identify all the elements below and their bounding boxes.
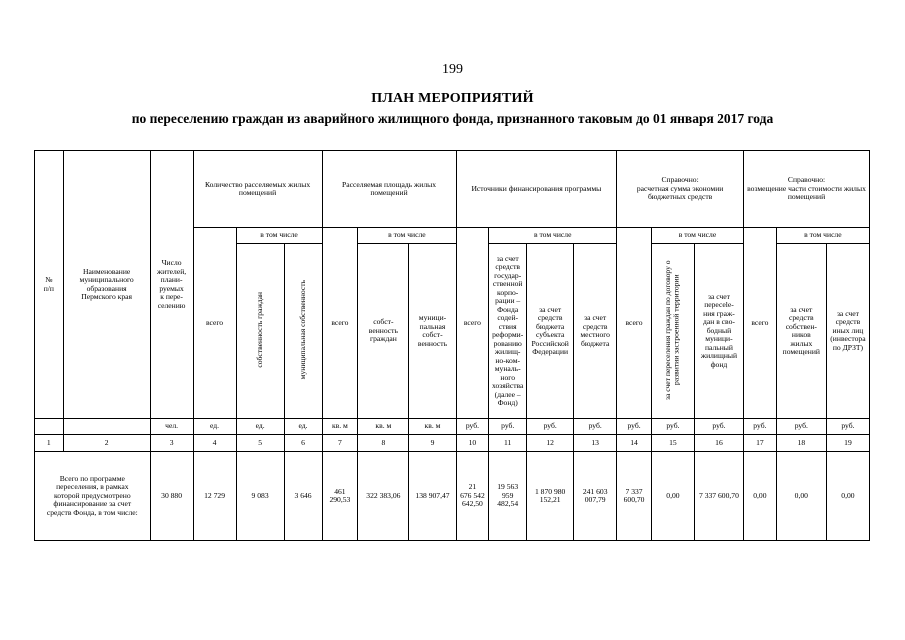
total-src-local: 241 603 007,79 (574, 452, 617, 541)
total-reimb-investor: 0,00 (826, 452, 869, 541)
total-row-label: Всего по программе переселения, в рамках которой предусмотрено финансирование за счет средств Фонда, в том числе: (35, 452, 151, 541)
column-number-row (35, 435, 870, 452)
unit-cell: руб. (489, 419, 527, 435)
header-residents: Число жителей, плани- руемых к пере- селению (150, 151, 193, 419)
unit-cell: руб. (826, 419, 869, 435)
header-reimb-investor: за счет средств иных лиц (инвестора по ДРЗТ) (826, 244, 869, 419)
page-number: 199 (442, 62, 463, 77)
column-number: 16 (694, 435, 743, 452)
header-reimb-incl: в том числе (776, 228, 869, 244)
document-title: ПЛАН МЕРОПРИЯТИЙ (371, 91, 534, 106)
header-sav-total: всего (617, 228, 652, 419)
unit-cell: руб. (776, 419, 826, 435)
column-number: 11 (489, 435, 527, 452)
header-src-incl: в том числе (489, 228, 617, 244)
total-sav-contract: 0,00 (651, 452, 694, 541)
column-number: 3 (150, 435, 193, 452)
header-sav-contract-label: за счет переселения граждан по договору о развитии застроенной территории (663, 259, 681, 400)
document-subtitle: по переселению граждан из аварийного жилищного фонда, признанного таковым до 01 января 2017 года (131, 111, 774, 126)
header-group-sources: Источники финансирования программы (456, 151, 617, 228)
total-src-region: 1 870 980 152,21 (527, 452, 574, 541)
header-group-savings: Справочно: расчетная сумма экономии бюджетных средств (617, 151, 744, 228)
header-reimb-total: всего (744, 228, 777, 419)
units-row (35, 419, 870, 435)
column-number: 4 (193, 435, 236, 452)
total-residents: 30 880 (150, 452, 193, 541)
header-group-count: Количество расселяемых жилых помещений (193, 151, 322, 228)
total-count-municipal: 3 646 (284, 452, 322, 541)
header-municipality: Наименование муниципального образования Пермского края (63, 151, 150, 419)
column-number: 6 (284, 435, 322, 452)
header-count-municipal (284, 244, 322, 419)
total-src-fund: 19 563 959 482,54 (489, 452, 527, 541)
total-count-owned: 9 083 (236, 452, 284, 541)
column-number: 12 (527, 435, 574, 452)
header-group-reimbursement: Справочно: возмещение части стоимости жилых помещений (744, 151, 870, 228)
header-src-fund: за счет средств государ- ственной корпо- рации – Фонда содей- ствия реформи- рованию жилищ- но-ком- муналь- ного хозяйства (далее – Фонд) (489, 244, 527, 419)
header-sav-contract (651, 244, 694, 419)
header-area-total: всего (322, 228, 358, 419)
header-count-total: всего (193, 228, 236, 419)
unit-cell: руб. (617, 419, 652, 435)
total-area-municipal: 138 907,47 (409, 452, 456, 541)
total-area: 461 290,53 (322, 452, 358, 541)
header-count-municipal-label: муниципальная собственность (297, 280, 307, 380)
header-reimb-own: за счет средств собствен- ников жилых помещений (776, 244, 826, 419)
unit-cell: кв. м (322, 419, 358, 435)
column-number: 13 (574, 435, 617, 452)
header-area-municipal: муници- пальная собст- венность (409, 244, 456, 419)
total-sav-free: 7 337 600,70 (694, 452, 743, 541)
unit-cell: руб. (744, 419, 777, 435)
header-src-region: за счет средств бюджета субъекта Российской Федерации (527, 244, 574, 419)
header-num: № п/п (35, 151, 64, 419)
header-count-incl: в том числе (236, 228, 322, 244)
header-group-area: Расселяемая площадь жилых помещений (322, 151, 456, 228)
total-savings: 7 337 600,70 (617, 452, 652, 541)
header-count-owned (236, 244, 284, 419)
resettlement-plan-table (34, 150, 870, 541)
unit-cell: руб. (651, 419, 694, 435)
unit-cell: кв. м (409, 419, 456, 435)
total-reimbursement: 0,00 (744, 452, 777, 541)
header-src-local: за счет средств местного бюджета (574, 244, 617, 419)
unit-cell: ед. (236, 419, 284, 435)
header-area-incl: в том числе (358, 228, 456, 244)
total-sources: 21 676 542 642,50 (456, 452, 489, 541)
column-number: 5 (236, 435, 284, 452)
header-sav-incl: в том числе (651, 228, 743, 244)
unit-cell: ед. (284, 419, 322, 435)
unit-cell: ед. (193, 419, 236, 435)
total-count: 12 729 (193, 452, 236, 541)
column-number: 18 (776, 435, 826, 452)
total-row (35, 452, 870, 541)
column-number: 17 (744, 435, 777, 452)
header-src-total: всего (456, 228, 489, 419)
column-number: 8 (358, 435, 409, 452)
unit-cell: руб. (527, 419, 574, 435)
column-number: 7 (322, 435, 358, 452)
header-count-owned-label: собственность граждан (254, 291, 264, 368)
column-number: 10 (456, 435, 489, 452)
column-number: 14 (617, 435, 652, 452)
unit-cell (35, 419, 64, 435)
column-number: 19 (826, 435, 869, 452)
total-area-owned: 322 383,06 (358, 452, 409, 541)
unit-cell: руб. (574, 419, 617, 435)
unit-cell: чел. (150, 419, 193, 435)
column-number: 15 (651, 435, 694, 452)
unit-cell: кв. м (358, 419, 409, 435)
unit-cell (63, 419, 150, 435)
column-number: 9 (409, 435, 456, 452)
total-reimb-own: 0,00 (776, 452, 826, 541)
unit-cell: руб. (456, 419, 489, 435)
header-sav-free: за счет пересele- ния граж- дан в сво- бодный муници- пальный жилищный фонд (694, 244, 743, 419)
unit-cell: руб. (694, 419, 743, 435)
column-number: 2 (63, 435, 150, 452)
column-number: 1 (35, 435, 64, 452)
header-area-owned: собст- венность граждан (358, 244, 409, 419)
